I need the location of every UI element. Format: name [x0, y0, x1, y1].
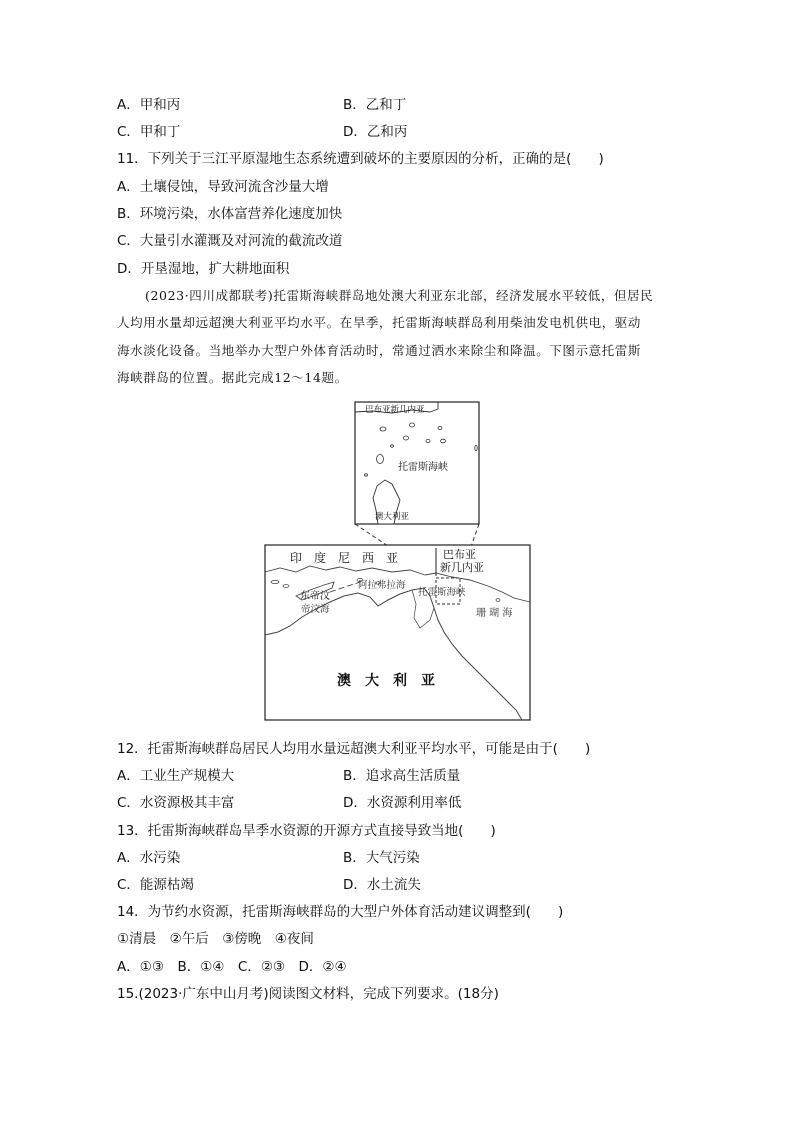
- label-coral-sea: 珊 瑚 海: [476, 608, 513, 619]
- q13-stem: 13．托雷斯海峡群岛旱季水资源的开源方式直接导致当地( ): [117, 823, 496, 839]
- q12-option-a: A．工业生产规模大: [117, 768, 235, 784]
- q10-option-a: A．甲和丙: [117, 97, 181, 113]
- label-png-line2: 新几内亚: [440, 561, 484, 574]
- label-indonesia: 印 度 尼 西 亚: [290, 551, 399, 565]
- q11-option-a: A．土壤侵蚀，导致河流含沙量大增: [117, 179, 329, 195]
- q12-option-b: B．追求高生活质量: [343, 768, 461, 784]
- material-line-2: 人均用水量却远超澳大利亚平均水平。在旱季，托雷斯海峡群岛利用柴油发电机供电，驱动: [117, 315, 642, 330]
- q14-items: ①清晨 ②午后 ③傍晚 ④夜间: [117, 931, 314, 947]
- material-line-3: 海水淡化设备。当地举办大型户外体育活动时，常通过洒水来除尘和降温。下图示意托雷斯: [117, 343, 642, 358]
- q10-option-c: C．甲和丁: [117, 124, 181, 140]
- q14-options: A．①③ B．①④ C．②③ D．②④: [117, 959, 347, 975]
- q11-option-b: B．环境污染，水体富营养化速度加快: [117, 206, 343, 222]
- label-australia: 澳 大 利 亚: [337, 673, 435, 689]
- q13-option-c: C．能源枯竭: [117, 877, 194, 893]
- q12-option-d: D．水资源利用率低: [343, 795, 462, 811]
- inset-label-australia: 澳大利亚: [375, 512, 410, 522]
- q11-stem: 11．下列关于三江平原湿地生态系统遭到破坏的主要原因的分析，正确的是( ): [117, 151, 604, 167]
- main-map: [265, 545, 530, 720]
- q12-stem: 12．托雷斯海峡群岛居民人均用水量远超澳大利亚平均水平，可能是由于( ): [117, 741, 591, 757]
- q14-stem: 14．为节约水资源，托雷斯海峡群岛的大型户外体育活动建议调整到( ): [117, 904, 564, 920]
- q11-option-c: C．大量引水灌溉及对河流的截流改道: [117, 233, 343, 249]
- q13-option-a: A．水污染: [117, 850, 181, 866]
- q12-option-c: C．水资源极其丰富: [117, 795, 235, 811]
- q11-option-d: D．开垦湿地，扩大耕地面积: [117, 261, 290, 277]
- label-torres-strait: 托雷斯海峡: [418, 587, 466, 598]
- label-png-line1: 巴布亚: [443, 548, 476, 561]
- label-east-timor: 东帝汶: [300, 591, 330, 602]
- label-timor-sea: 帝汶海: [301, 604, 330, 615]
- material-line-4: 海峡群岛的位置。据此完成12～14题。: [117, 370, 348, 385]
- material-line-1: (2023·四川成都联考)托雷斯海峡群岛地处澳大利亚东北部，经济发展水平较低，但居民: [145, 288, 654, 303]
- q10-option-d: D．乙和丙: [343, 124, 408, 140]
- inset-label-strait: 托雷斯海峡: [398, 462, 448, 473]
- q15-stem: 15.(2023·广东中山月考)阅读图文材料，完成下列要求。(18分): [117, 986, 499, 1002]
- label-arafura-sea: 阿拉弗拉海: [358, 580, 406, 591]
- inset-label-png: 巴布亚新几内亚: [365, 405, 425, 415]
- inset-map: [355, 402, 479, 524]
- q13-option-b: B．大气污染: [343, 850, 420, 866]
- q13-option-d: D．水土流失: [343, 877, 421, 893]
- q10-option-b: B．乙和丁: [343, 97, 407, 113]
